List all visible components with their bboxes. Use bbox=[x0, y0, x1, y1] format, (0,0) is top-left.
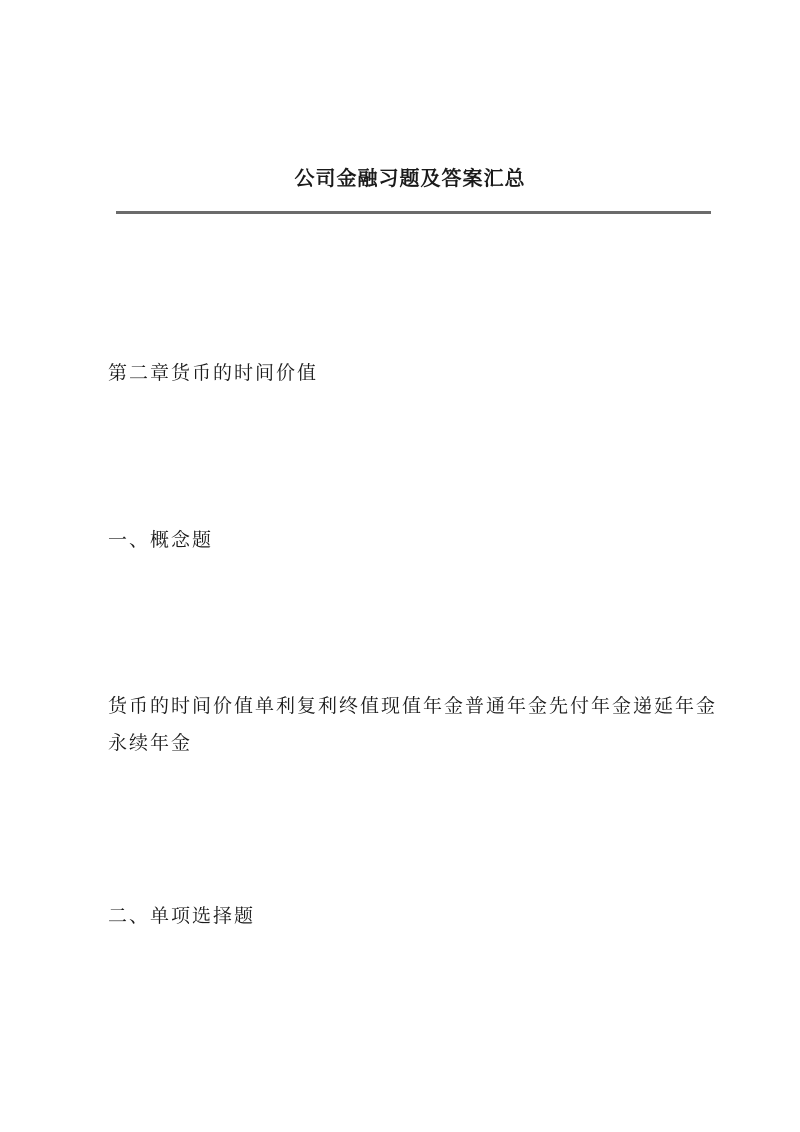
title-divider bbox=[116, 211, 711, 214]
concept-terms-paragraph: 货币的时间价值单利复利终值现值年金普通年金先付年金递延年金永续年金 bbox=[108, 695, 718, 754]
section-heading-single-choice: 二、单项选择题 bbox=[108, 905, 256, 927]
section-heading-concepts: 一、概念题 bbox=[108, 529, 214, 551]
document-title: 公司金融习题及答案汇总 bbox=[294, 166, 526, 190]
chapter-heading: 第二章货币的时间价值 bbox=[108, 362, 319, 384]
